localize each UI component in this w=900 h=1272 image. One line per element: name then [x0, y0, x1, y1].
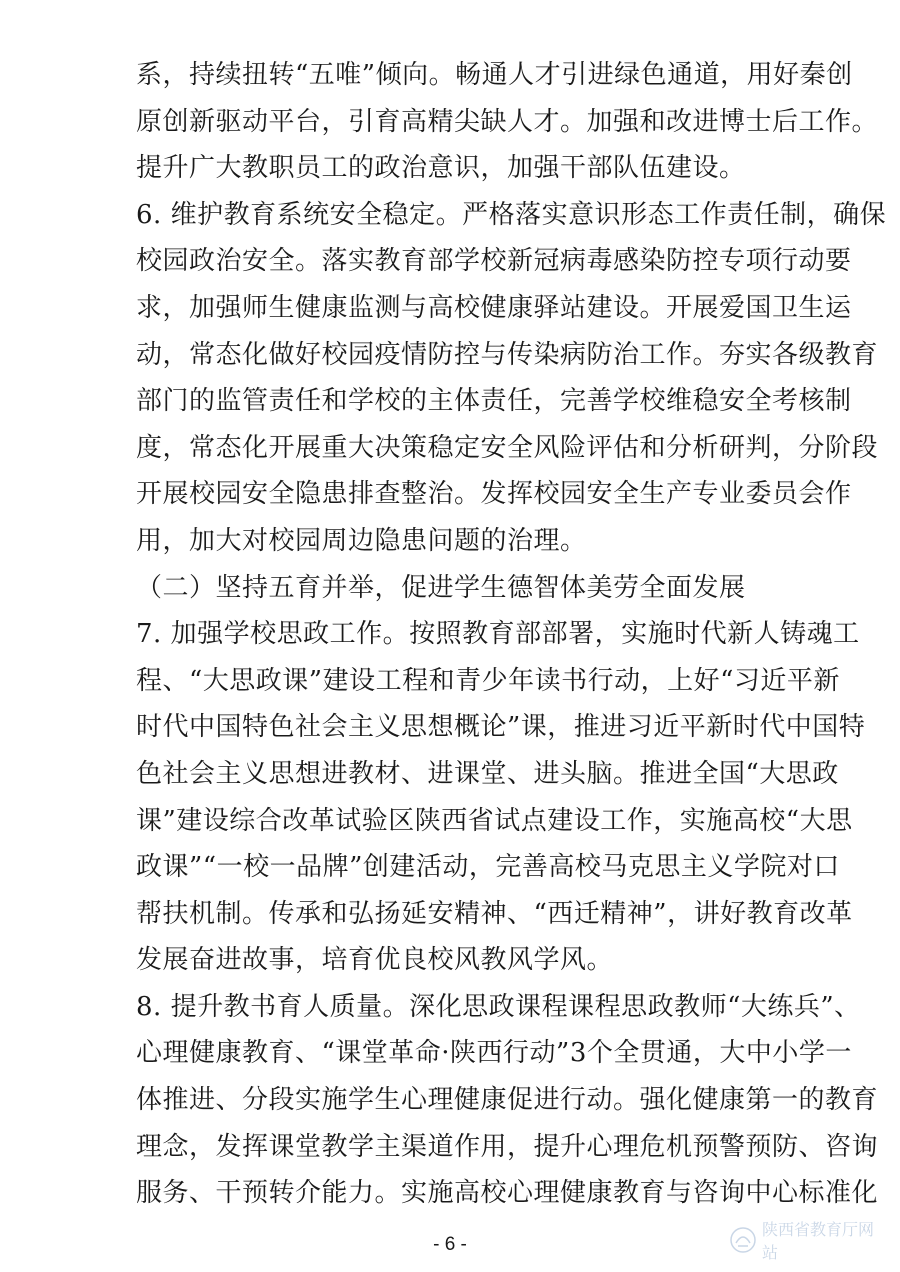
text-line: 8. 提升教书育人质量。深化思政课程课程思政教师“大练兵”、 [136, 991, 861, 1022]
section-heading: （二）坚持五育并举，促进学生德智体美劳全面发展 [136, 572, 746, 603]
text-line: 原创新驱动平台，引育高精尖缺人才。加强和改进博士后工作。 [136, 106, 879, 137]
text-line: 服务、干预转介能力。实施高校心理健康教育与咨询中心标准化 [136, 1178, 879, 1209]
text-line: 发展奋进故事，培育优良校风教风学风。 [136, 945, 614, 976]
text-line: 用，加大对校园周边隐患问题的治理。 [136, 525, 587, 556]
watermark-logo-icon [728, 1225, 758, 1255]
site-watermark [728, 1220, 888, 1262]
text-line: 帮扶机制。传承和弘扬延安精神、“西迁精神”，讲好教育改革 [136, 898, 853, 929]
body-text [136, 52, 887, 1217]
text-line: 提升广大教职员工的政治意识，加强干部队伍建设。 [136, 153, 746, 184]
text-line: 体推进、分段实施学生心理健康促进行动。强化健康第一的教育 [136, 1085, 879, 1116]
text-line: 系，持续扭转“五唯”倾向。畅通人才引进绿色通道，用好秦创 [136, 60, 853, 90]
text-line: 程、“大思政课”建设工程和青少年读书行动，上好“习近平新 [136, 665, 840, 696]
text-line: 部门的监管责任和学校的主体责任，完善学校维稳安全考核制 [136, 386, 852, 417]
text-line: 开展校园安全隐患排查整治。发挥校园安全生产专业委员会作 [136, 479, 852, 510]
text-line: 动，常态化做好校园疫情防控与传染病防治工作。夯实各级教育 [136, 339, 879, 370]
text-line: 心理健康教育、“课堂革命·陕西行动”3个全贯通，大中小学一 [136, 1038, 852, 1069]
text-line: 求，加强师生健康监测与高校健康驿站建设。开展爱国卫生运 [136, 292, 852, 323]
text-line: 度，常态化开展重大决策稳定安全风险评估和分析研判，分阶段 [136, 432, 879, 463]
text-line: 色社会主义思想进教材、进课堂、进头脑。推进全国“大思政 [136, 758, 839, 789]
text-line: 课”建设综合改革试验区陕西省试点建设工作，实施高校“大思 [136, 805, 853, 836]
watermark-text: 陕西省教育厅网站 [762, 1220, 875, 1262]
text-line: 校园政治安全。落实教育部学校新冠病毒感染防控专项行动要 [136, 246, 852, 277]
text-line: 6. 维护教育系统安全稳定。严格落实意识形态工作责任制，确保 [136, 199, 887, 230]
page-number: - 6 - [433, 1234, 467, 1255]
text-line: 时代中国特色社会主义思想概论”课，推进习近平新时代中国特 [136, 712, 866, 743]
text-line: 7. 加强学校思政工作。按照教育部部署，实施时代新人铸魂工 [136, 619, 860, 650]
text-line: 理念，发挥课堂教学主渠道作用，提升心理危机预警预防、咨询 [136, 1131, 879, 1162]
text-line: 政课”“一校一品牌”创建活动，完善高校马克思主义学院对口 [136, 852, 840, 883]
